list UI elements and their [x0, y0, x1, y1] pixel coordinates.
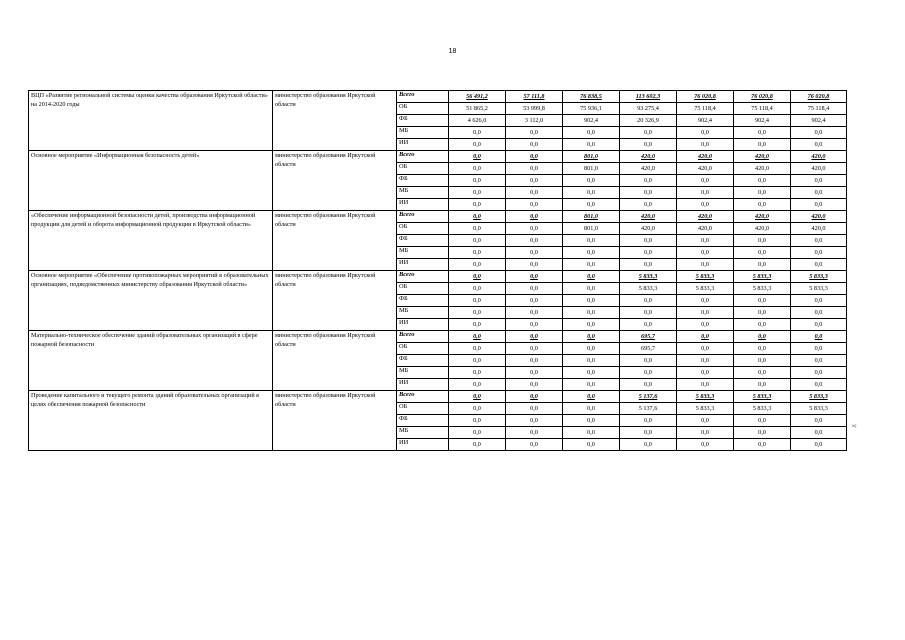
amount-cell: 0,0	[734, 187, 791, 199]
amount-cell: 420,0	[677, 163, 734, 175]
executor-cell: министерство образования Иркутской области	[273, 91, 397, 151]
budget-table-container	[28, 90, 846, 451]
funding-source-cell: ФБ	[397, 355, 449, 367]
amount-cell: 0,0	[506, 307, 563, 319]
amount-cell: 0,0	[506, 163, 563, 175]
amount-cell: 420,0	[620, 151, 677, 163]
amount-cell: 0,0	[563, 307, 620, 319]
amount-cell: 0,0	[791, 307, 847, 319]
amount-cell: 0,0	[506, 139, 563, 151]
amount-cell: 0,0	[506, 223, 563, 235]
funding-source-cell: ОБ	[397, 283, 449, 295]
amount-cell: 4 626,0	[449, 115, 506, 127]
amount-cell: 93 275,4	[620, 103, 677, 115]
amount-cell: 5 833,3	[791, 403, 847, 415]
amount-cell: 0,0	[734, 139, 791, 151]
amount-cell: 0,0	[791, 235, 847, 247]
amount-cell: 420,0	[734, 151, 791, 163]
amount-cell: 76 020,8	[677, 91, 734, 103]
amount-cell: 0,0	[791, 139, 847, 151]
amount-cell: 0,0	[677, 187, 734, 199]
amount-cell: 0,0	[506, 391, 563, 403]
amount-cell: 0,0	[563, 139, 620, 151]
amount-cell: 801,0	[563, 211, 620, 223]
amount-cell: 0,0	[449, 343, 506, 355]
funding-source-cell: Всего	[397, 391, 449, 403]
amount-cell: 0,0	[506, 259, 563, 271]
funding-source-cell: Всего	[397, 271, 449, 283]
table-row	[29, 331, 847, 343]
amount-cell: 0,0	[677, 331, 734, 343]
funding-source-cell: МБ	[397, 367, 449, 379]
amount-cell: 0,0	[620, 187, 677, 199]
funding-source-cell: ИИ	[397, 319, 449, 331]
table-row	[29, 271, 847, 283]
funding-source-cell: ОБ	[397, 403, 449, 415]
amount-cell: 0,0	[734, 247, 791, 259]
amount-cell: 0,0	[677, 259, 734, 271]
amount-cell: 0,0	[449, 427, 506, 439]
amount-cell: 0,0	[563, 415, 620, 427]
amount-cell: 0,0	[449, 271, 506, 283]
amount-cell: 420,0	[677, 223, 734, 235]
amount-cell: 0,0	[563, 391, 620, 403]
amount-cell: 0,0	[506, 319, 563, 331]
amount-cell: 51 865,2	[449, 103, 506, 115]
amount-cell: 0,0	[563, 259, 620, 271]
amount-cell: 0,0	[791, 331, 847, 343]
amount-cell: 0,0	[563, 343, 620, 355]
amount-cell: 0,0	[791, 187, 847, 199]
amount-cell: 0,0	[620, 415, 677, 427]
amount-cell: 0,0	[563, 175, 620, 187]
amount-cell: 0,0	[791, 379, 847, 391]
amount-cell: 0,0	[506, 235, 563, 247]
amount-cell: 0,0	[791, 175, 847, 187]
table-row	[29, 211, 847, 223]
amount-cell: 0,0	[734, 127, 791, 139]
amount-cell: 0,0	[620, 295, 677, 307]
amount-cell: 5 833,3	[734, 271, 791, 283]
amount-cell: 0,0	[563, 403, 620, 415]
amount-cell: 5 833,3	[791, 283, 847, 295]
funding-source-cell: ФБ	[397, 175, 449, 187]
amount-cell: 0,0	[506, 151, 563, 163]
amount-cell: 5 833,3	[734, 403, 791, 415]
amount-cell: 0,0	[563, 127, 620, 139]
amount-cell: 0,0	[734, 235, 791, 247]
amount-cell: 0,0	[791, 439, 847, 451]
amount-cell: 0,0	[449, 307, 506, 319]
amount-cell: 0,0	[791, 367, 847, 379]
funding-source-cell: ОБ	[397, 223, 449, 235]
amount-cell: 420,0	[791, 223, 847, 235]
amount-cell: 0,0	[791, 415, 847, 427]
amount-cell: 0,0	[449, 223, 506, 235]
amount-cell: 0,0	[791, 343, 847, 355]
amount-cell: 0,0	[677, 439, 734, 451]
amount-cell: 5 833,3	[791, 271, 847, 283]
executor-cell: министерство образования Иркутской области	[273, 271, 397, 331]
amount-cell: 0,0	[620, 307, 677, 319]
amount-cell: 5 833,3	[734, 391, 791, 403]
amount-cell: 3 112,0	[506, 115, 563, 127]
amount-cell: 0,0	[563, 439, 620, 451]
activity-name-cell: Проведение капитального и текущего ремонта зданий образовательных организаций в целях обеспечения пожарной безопасности	[29, 391, 273, 451]
funding-source-cell: МБ	[397, 427, 449, 439]
amount-cell: 0,0	[677, 247, 734, 259]
amount-cell: 420,0	[791, 211, 847, 223]
amount-cell: 902,4	[791, 115, 847, 127]
amount-cell: 0,0	[791, 259, 847, 271]
amount-cell: 420,0	[620, 211, 677, 223]
amount-cell: 0,0	[734, 355, 791, 367]
amount-cell: 0,0	[677, 127, 734, 139]
amount-cell: 0,0	[449, 175, 506, 187]
activity-name-cell: Материально-техническое обеспечение зданий образовательных организаций в сфере пожарной безопасности	[29, 331, 273, 391]
amount-cell: 0,0	[449, 259, 506, 271]
funding-source-cell: ИИ	[397, 439, 449, 451]
amount-cell: 0,0	[449, 295, 506, 307]
amount-cell: 0,0	[449, 319, 506, 331]
amount-cell: 0,0	[506, 127, 563, 139]
amount-cell: 0,0	[734, 331, 791, 343]
funding-source-cell: МБ	[397, 247, 449, 259]
amount-cell: 5 833,3	[620, 283, 677, 295]
amount-cell: 0,0	[791, 355, 847, 367]
amount-cell: 420,0	[677, 151, 734, 163]
table-row	[29, 151, 847, 163]
table-row	[29, 91, 847, 103]
amount-cell: 420,0	[734, 163, 791, 175]
amount-cell: 0,0	[563, 331, 620, 343]
executor-cell: министерство образования Иркутской области	[273, 211, 397, 271]
amount-cell: 0,0	[734, 259, 791, 271]
amount-cell: 801,0	[563, 151, 620, 163]
amount-cell: 420,0	[620, 223, 677, 235]
amount-cell: 0,0	[734, 415, 791, 427]
amount-cell: 0,0	[677, 175, 734, 187]
amount-cell: 0,0	[449, 235, 506, 247]
amount-cell: 5 137,6	[620, 403, 677, 415]
amount-cell: 0,0	[449, 379, 506, 391]
amount-cell: 75 118,4	[734, 103, 791, 115]
amount-cell: 420,0	[734, 223, 791, 235]
amount-cell: 0,0	[506, 415, 563, 427]
amount-cell: 0,0	[449, 403, 506, 415]
amount-cell: 0,0	[563, 427, 620, 439]
amount-cell: 0,0	[449, 367, 506, 379]
amount-cell: 0,0	[506, 271, 563, 283]
amount-cell: 0,0	[506, 295, 563, 307]
amount-cell: 0,0	[734, 439, 791, 451]
amount-cell: 0,0	[677, 235, 734, 247]
amount-cell: 20 326,9	[620, 115, 677, 127]
amount-cell: 0,0	[449, 247, 506, 259]
amount-cell: 0,0	[506, 427, 563, 439]
funding-source-cell: ФБ	[397, 115, 449, 127]
amount-cell: 75 118,4	[677, 103, 734, 115]
amount-cell: 0,0	[506, 247, 563, 259]
funding-source-cell: ФБ	[397, 235, 449, 247]
amount-cell: 53 999,8	[506, 103, 563, 115]
activity-name-cell: Основное мероприятие «Обеспечение противопожарных мероприятий в образовательных организациях, подведомственных министерству образования Иркутской области»	[29, 271, 273, 331]
amount-cell: 0,0	[506, 283, 563, 295]
amount-cell: 0,0	[563, 379, 620, 391]
amount-cell: 5 833,3	[734, 283, 791, 295]
amount-cell: 0,0	[506, 331, 563, 343]
amount-cell: 801,0	[563, 163, 620, 175]
funding-source-cell: Всего	[397, 151, 449, 163]
budget-table	[28, 90, 847, 451]
closing-quote-mark: »;	[852, 423, 857, 429]
amount-cell: 0,0	[620, 199, 677, 211]
amount-cell: 0,0	[506, 211, 563, 223]
amount-cell: 5 833,3	[677, 283, 734, 295]
amount-cell: 0,0	[620, 355, 677, 367]
amount-cell: 420,0	[620, 163, 677, 175]
amount-cell: 0,0	[791, 319, 847, 331]
activity-name-cell: «Обеспечение информационной безопасности детей, производства информационной продукции для детей и оборота информационной продукции в Иркутской области»	[29, 211, 273, 271]
amount-cell: 0,0	[449, 127, 506, 139]
amount-cell: 0,0	[677, 379, 734, 391]
page-number: 18	[448, 48, 457, 55]
amount-cell: 0,0	[449, 439, 506, 451]
amount-cell: 0,0	[620, 367, 677, 379]
amount-cell: 695,7	[620, 343, 677, 355]
amount-cell: 0,0	[506, 403, 563, 415]
amount-cell: 0,0	[563, 187, 620, 199]
amount-cell: 56 491,2	[449, 91, 506, 103]
amount-cell: 0,0	[449, 151, 506, 163]
amount-cell: 0,0	[563, 295, 620, 307]
amount-cell: 0,0	[677, 199, 734, 211]
amount-cell: 0,0	[791, 127, 847, 139]
funding-source-cell: Всего	[397, 211, 449, 223]
amount-cell: 0,0	[791, 199, 847, 211]
amount-cell: 0,0	[563, 283, 620, 295]
amount-cell: 0,0	[620, 319, 677, 331]
amount-cell: 0,0	[734, 175, 791, 187]
amount-cell: 5 137,6	[620, 391, 677, 403]
amount-cell: 0,0	[620, 259, 677, 271]
activity-name-cell: ВЦП «Развитие региональной системы оценки качества образования Иркутской области» на 2014-2020 годы	[29, 91, 273, 151]
budget-table-body	[29, 91, 847, 451]
amount-cell: 0,0	[734, 343, 791, 355]
executor-cell: министерство образования Иркутской области	[273, 391, 397, 451]
amount-cell: 902,4	[563, 115, 620, 127]
amount-cell: 76 838,5	[563, 91, 620, 103]
amount-cell: 0,0	[563, 271, 620, 283]
amount-cell: 0,0	[449, 211, 506, 223]
amount-cell: 0,0	[506, 187, 563, 199]
amount-cell: 5 833,3	[677, 271, 734, 283]
amount-cell: 0,0	[620, 379, 677, 391]
amount-cell: 113 602,3	[620, 91, 677, 103]
funding-source-cell: ИИ	[397, 259, 449, 271]
amount-cell: 0,0	[677, 319, 734, 331]
amount-cell: 0,0	[791, 295, 847, 307]
amount-cell: 57 111,8	[506, 91, 563, 103]
amount-cell: 0,0	[620, 127, 677, 139]
amount-cell: 0,0	[734, 427, 791, 439]
amount-cell: 0,0	[449, 391, 506, 403]
amount-cell: 0,0	[620, 175, 677, 187]
funding-source-cell: ФБ	[397, 295, 449, 307]
amount-cell: 5 833,3	[620, 271, 677, 283]
amount-cell: 0,0	[449, 331, 506, 343]
amount-cell: 0,0	[791, 247, 847, 259]
amount-cell: 75 936,1	[563, 103, 620, 115]
amount-cell: 0,0	[563, 355, 620, 367]
amount-cell: 695,7	[620, 331, 677, 343]
amount-cell: 5 833,3	[677, 391, 734, 403]
executor-cell: министерство образования Иркутской области	[273, 151, 397, 211]
amount-cell: 0,0	[449, 199, 506, 211]
amount-cell: 75 118,4	[791, 103, 847, 115]
amount-cell: 0,0	[734, 295, 791, 307]
funding-source-cell: МБ	[397, 307, 449, 319]
amount-cell: 902,4	[677, 115, 734, 127]
amount-cell: 0,0	[506, 343, 563, 355]
amount-cell: 420,0	[734, 211, 791, 223]
funding-source-cell: Всего	[397, 91, 449, 103]
amount-cell: 5 833,3	[791, 391, 847, 403]
amount-cell: 0,0	[506, 355, 563, 367]
amount-cell: 0,0	[563, 235, 620, 247]
amount-cell: 0,0	[677, 355, 734, 367]
amount-cell: 5 833,3	[677, 403, 734, 415]
amount-cell: 0,0	[449, 139, 506, 151]
amount-cell: 0,0	[449, 283, 506, 295]
amount-cell: 0,0	[449, 355, 506, 367]
amount-cell: 420,0	[791, 163, 847, 175]
amount-cell: 0,0	[734, 199, 791, 211]
amount-cell: 0,0	[734, 367, 791, 379]
amount-cell: 0,0	[563, 247, 620, 259]
amount-cell: 420,0	[791, 151, 847, 163]
amount-cell: 0,0	[620, 439, 677, 451]
amount-cell: 0,0	[677, 427, 734, 439]
amount-cell: 0,0	[506, 439, 563, 451]
amount-cell: 76 020,8	[791, 91, 847, 103]
amount-cell: 0,0	[677, 343, 734, 355]
amount-cell: 0,0	[734, 379, 791, 391]
table-row	[29, 391, 847, 403]
funding-source-cell: ИИ	[397, 139, 449, 151]
amount-cell: 0,0	[449, 163, 506, 175]
executor-cell: министерство образования Иркутской области	[273, 331, 397, 391]
amount-cell: 0,0	[563, 367, 620, 379]
amount-cell: 0,0	[506, 379, 563, 391]
activity-name-cell: Основное мероприятие «Информационная безопасность детей»	[29, 151, 273, 211]
amount-cell: 801,0	[563, 223, 620, 235]
amount-cell: 0,0	[677, 307, 734, 319]
funding-source-cell: МБ	[397, 187, 449, 199]
amount-cell: 76 020,8	[734, 91, 791, 103]
funding-source-cell: ОБ	[397, 343, 449, 355]
funding-source-cell: ОБ	[397, 163, 449, 175]
amount-cell: 420,0	[677, 211, 734, 223]
amount-cell: 0,0	[677, 415, 734, 427]
amount-cell: 0,0	[734, 307, 791, 319]
funding-source-cell: МБ	[397, 127, 449, 139]
amount-cell: 0,0	[791, 427, 847, 439]
amount-cell: 902,4	[734, 115, 791, 127]
amount-cell: 0,0	[677, 139, 734, 151]
amount-cell: 0,0	[620, 235, 677, 247]
amount-cell: 0,0	[620, 247, 677, 259]
amount-cell: 0,0	[506, 367, 563, 379]
funding-source-cell: ОБ	[397, 103, 449, 115]
funding-source-cell: ФБ	[397, 415, 449, 427]
amount-cell: 0,0	[563, 319, 620, 331]
funding-source-cell: Всего	[397, 331, 449, 343]
amount-cell: 0,0	[734, 319, 791, 331]
amount-cell: 0,0	[677, 295, 734, 307]
amount-cell: 0,0	[506, 199, 563, 211]
amount-cell: 0,0	[620, 427, 677, 439]
amount-cell: 0,0	[563, 199, 620, 211]
amount-cell: 0,0	[449, 415, 506, 427]
funding-source-cell: ИИ	[397, 379, 449, 391]
amount-cell: 0,0	[506, 175, 563, 187]
funding-source-cell: ИИ	[397, 199, 449, 211]
amount-cell: 0,0	[449, 187, 506, 199]
amount-cell: 0,0	[677, 367, 734, 379]
amount-cell: 0,0	[620, 139, 677, 151]
